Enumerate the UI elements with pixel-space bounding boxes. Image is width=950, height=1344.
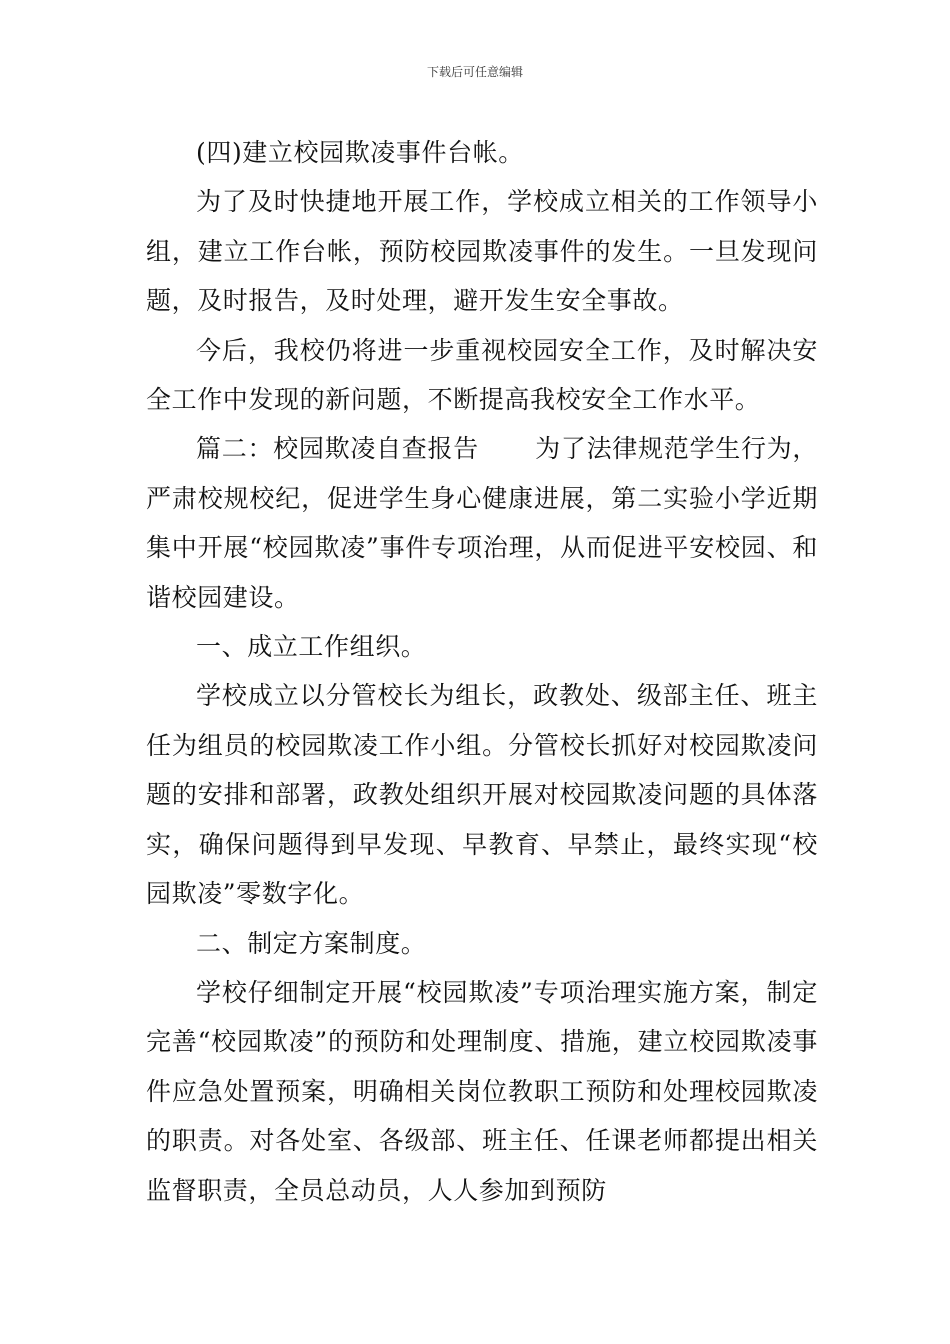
paragraph-system: 学校仔细制定开展“校园欺凌”专项治理实施方案，制定完善“校园欺凌”的预防和处理制度、措施，建立校园欺凌事件应急处置预案，明确相关岗位教职工预防和处理校园欺凌的职责。对各处室、各级部、班主任、任课老师都提出相关监督职责，全员总动员，人人参加到预防 (146, 977, 818, 1205)
heading-formulate-system: 二、制定方案制度。 (196, 928, 427, 958)
paragraph-organization: 学校成立以分管校长为组长，政教处、级部主任、班主任为组员的校园欺凌工作小组。分管校长抓好对校园欺凌问题的安排和部署，政教处组织开展对校园欺凌问题的具体落实，确保问题得到早发现、早教育、早禁止，最终实现“校园欺凌”零数字化。 (146, 681, 818, 909)
paragraph-work-ledger: 为了及时快捷地开展工作，学校成立相关的工作领导小组，建立工作台帐，预防校园欺凌事件的发生。一旦发现问题，及时报告，及时处理，避开发生安全事故。 (146, 187, 818, 316)
paragraph-heading-4: (四)建立校园欺凌事件台帐。 (196, 138, 524, 167)
paragraph-future-plan: 今后，我校仍将进一步重视校园安全工作，及时解决安全工作中发现的新问题，不断提高我校安全工作水平。 (146, 335, 818, 415)
page-header-note: 下载后可任意编辑 (426, 65, 523, 79)
section-title: 篇二：校园欺凌自查报告 (196, 434, 479, 464)
document-body (146, 128, 818, 1215)
paragraph-section-two (146, 424, 818, 622)
section-intro: 为了法律规范学生行为，严肃校规校纪，促进学生身心健康进展，第二实验小学近期集中开展“校园欺凌”事件专项治理，从而促进平安校园、和谐校园建设。 (146, 434, 818, 612)
heading-establish-organization: 一、成立工作组织。 (196, 632, 427, 662)
